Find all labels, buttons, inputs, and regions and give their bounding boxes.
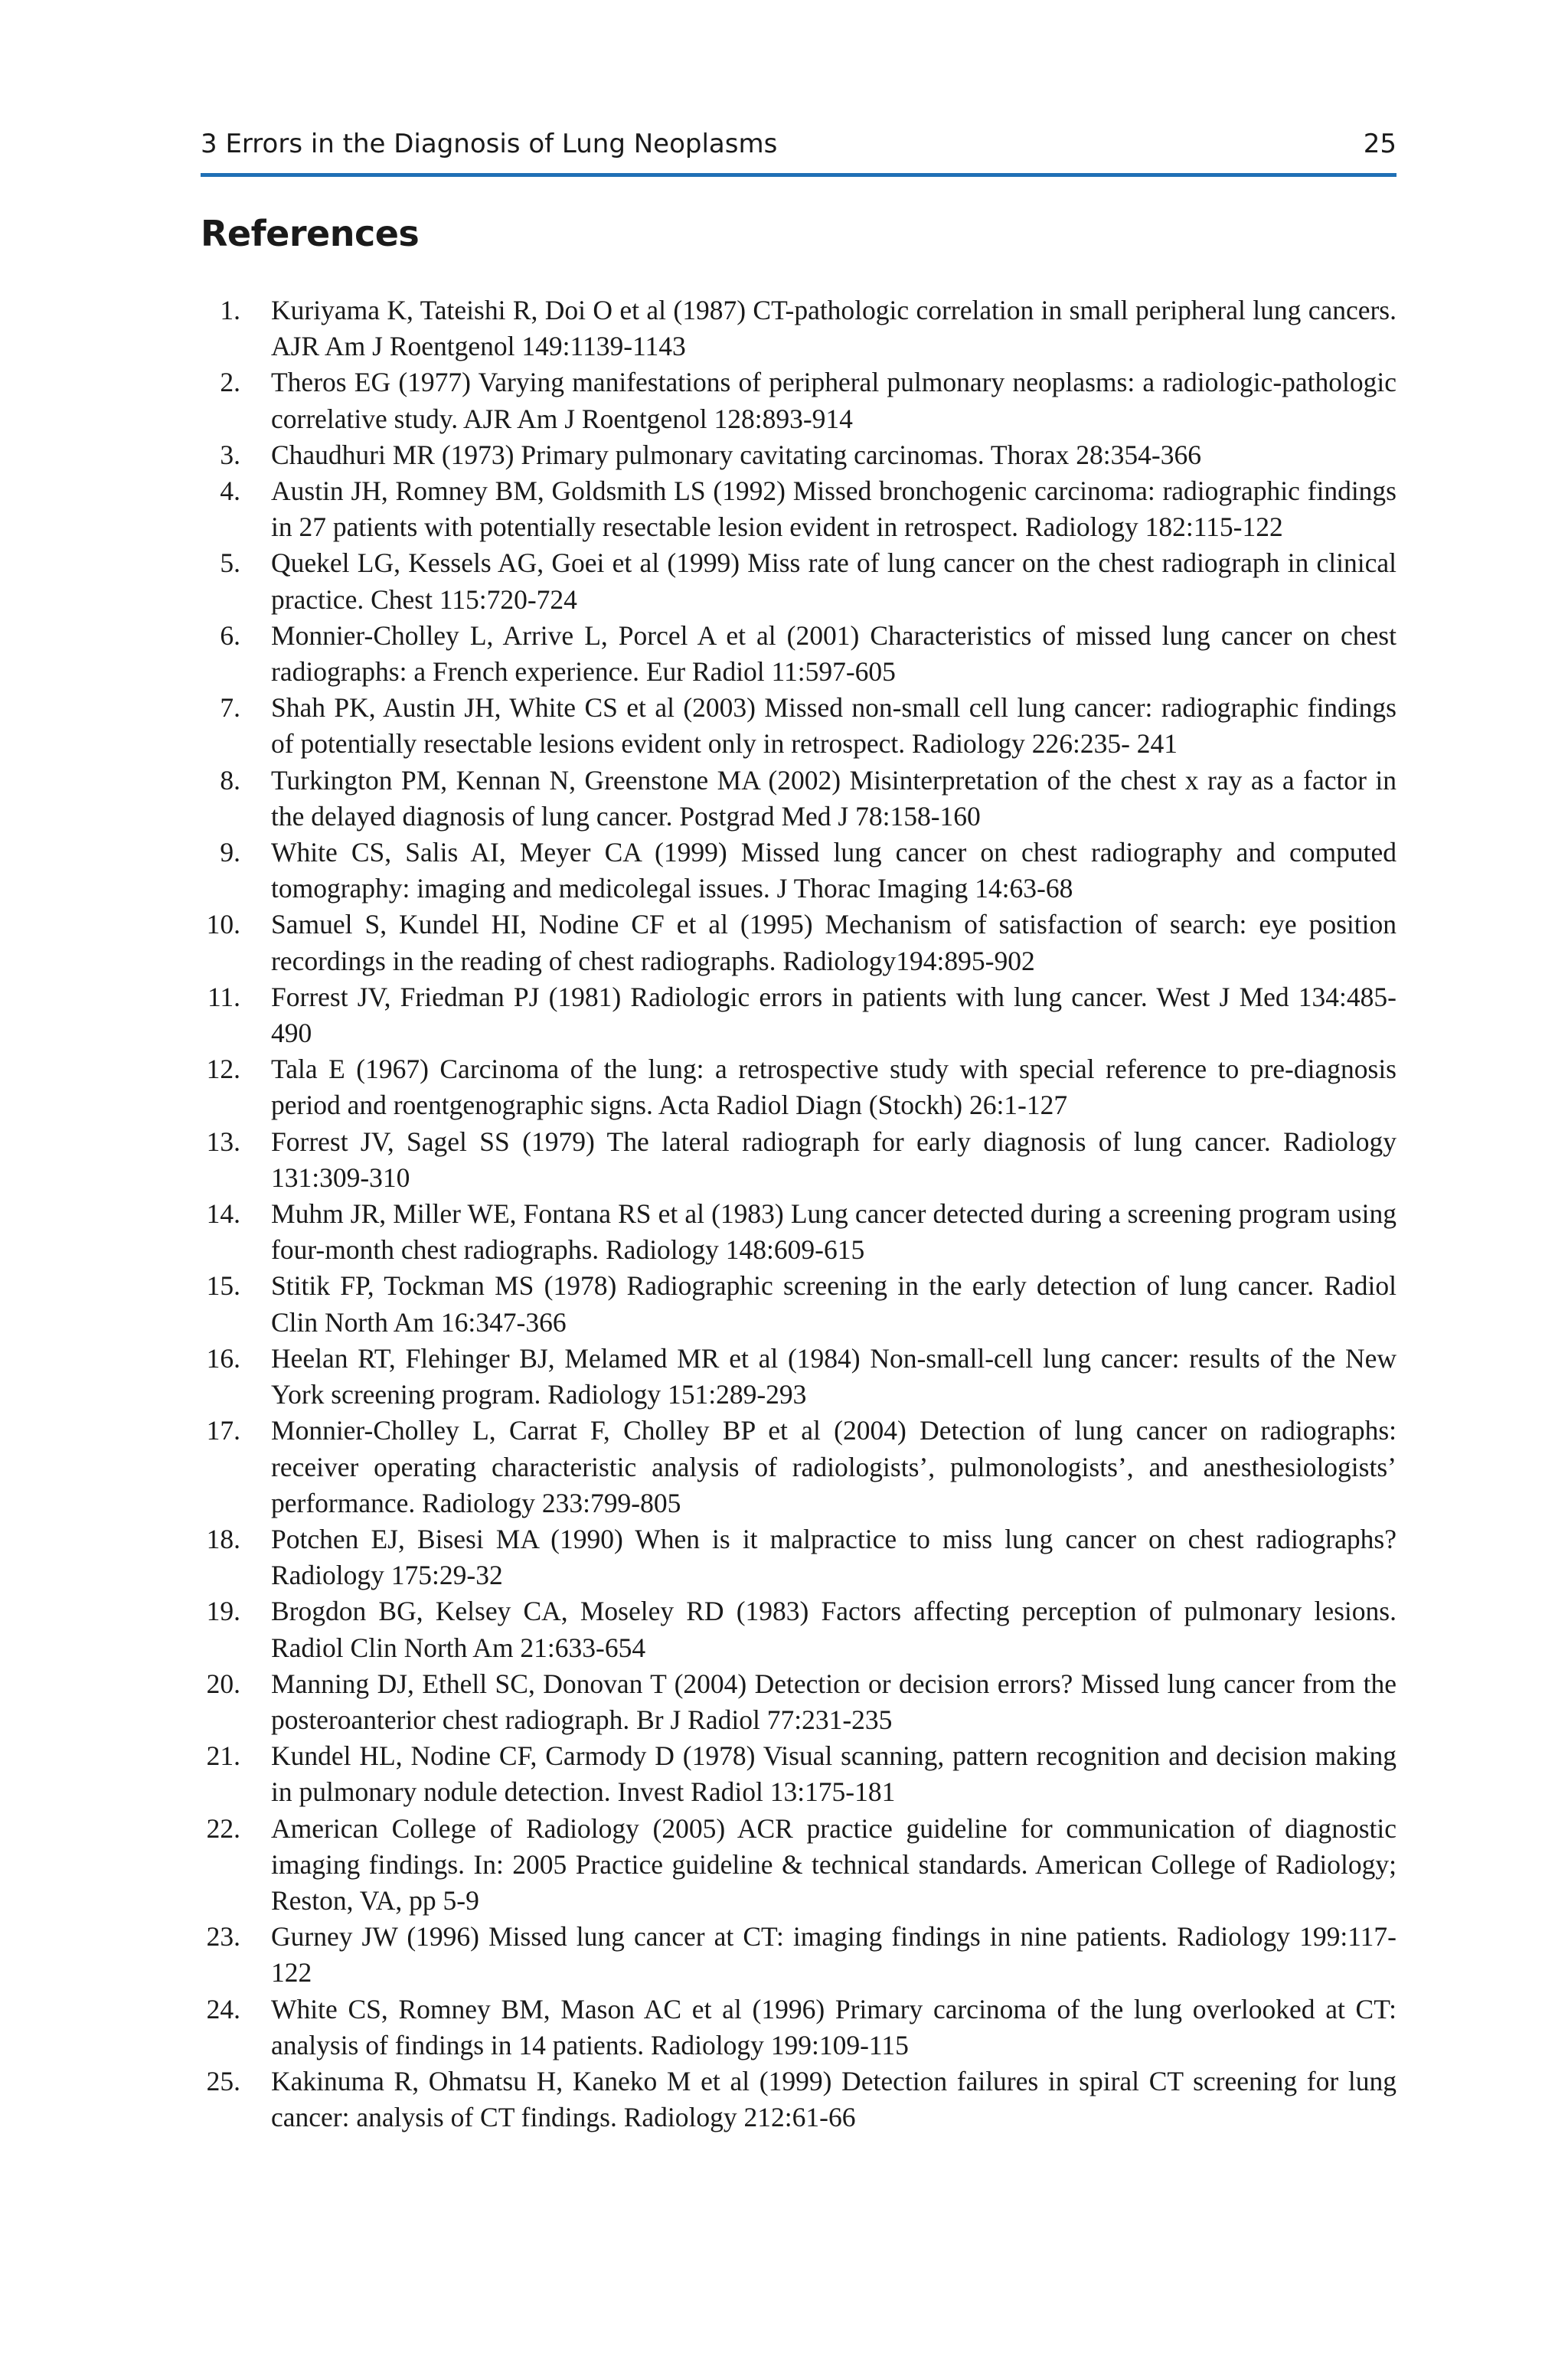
reference-text: Turkington PM, Kennan N, Greenstone MA (2002) Misinterpretation of the chest x ray as a factor in the delayed diagnosis of lung cancer. Postgrad Med J 78:158-160 xyxy=(271,764,1396,832)
reference-text: Kundel HL, Nodine CF, Carmody D (1978) Visual scanning, pattern recognition and decision making in pulmonary nodule detection. Invest Radiol 13:175-181 xyxy=(271,1740,1396,1808)
reference-number: 17. xyxy=(206,1415,240,1446)
reference-number: 24. xyxy=(206,1993,240,2024)
reference-item xyxy=(201,1738,1396,1810)
reference-text: Brogdon BG, Kelsey CA, Moseley RD (1983) Factors affecting perception of pulmonary lesions. Radiol Clin North Am 21:633-654 xyxy=(271,1596,1396,1663)
reference-text: Kakinuma R, Ohmatsu H, Kaneko M et al (1999) Detection failures in spiral CT screening for lung cancer: analysis of CT findings. Radiology 212:61-66 xyxy=(271,2065,1396,2133)
reference-number: 9. xyxy=(220,837,240,868)
reference-number: 3. xyxy=(220,439,240,470)
reference-number: 5. xyxy=(220,547,240,579)
reference-item xyxy=(201,1992,1396,2064)
reference-number: 2. xyxy=(220,367,240,398)
reference-number: 7. xyxy=(220,692,240,724)
reference-text: Chaudhuri MR (1973) Primary pulmonary cavitating carcinomas. Thorax 28:354-366 xyxy=(271,439,1201,470)
reference-text: White CS, Romney BM, Mason AC et al (1996) Primary carcinoma of the lung overlooked at CT: analysis of findings in 14 patients. Radiology 199:109-115 xyxy=(271,1993,1396,2060)
reference-number: 15. xyxy=(206,1270,240,1302)
reference-item xyxy=(201,437,1396,473)
reference-item xyxy=(201,1413,1396,1521)
running-header xyxy=(201,129,1396,177)
reference-number: 25. xyxy=(206,2065,240,2096)
reference-text: Stitik FP, Tockman MS (1978) Radiographic screening in the early detection of lung cancer. Radiol Clin North Am 16:347-366 xyxy=(271,1270,1396,1338)
reference-item xyxy=(201,1811,1396,1920)
reference-number: 16. xyxy=(206,1342,240,1374)
reference-number: 19. xyxy=(206,1596,240,1627)
reference-item xyxy=(201,1521,1396,1593)
reference-number: 6. xyxy=(220,619,240,651)
page-number: 25 xyxy=(1363,129,1396,159)
reference-text: Forrest JV, Sagel SS (1979) The lateral radiograph for early diagnosis of lung cancer. Radiology 131:309-310 xyxy=(271,1126,1396,1193)
reference-item xyxy=(201,979,1396,1051)
reference-item xyxy=(201,1919,1396,1991)
reference-item xyxy=(201,690,1396,762)
reference-number: 8. xyxy=(220,764,240,796)
reference-text: Quekel LG, Kessels AG, Goei et al (1999) Miss rate of lung cancer on the chest radiograph in clinical practice. Chest 115:720-724 xyxy=(271,547,1396,615)
chapter-title: 3 Errors in the Diagnosis of Lung Neoplasms xyxy=(201,129,778,159)
reference-text: Shah PK, Austin JH, White CS et al (2003) Missed non-small cell lung cancer: radiographic findings of potentially resectable lesions evident only in retrospect. Radiology 226:235- 241 xyxy=(271,692,1396,760)
reference-text: Heelan RT, Flehinger BJ, Melamed MR et al (1984) Non-small-cell lung cancer: results of the New York screening program. Radiology 151:289-293 xyxy=(271,1342,1396,1410)
reference-number: 12. xyxy=(206,1054,240,1085)
reference-number: 14. xyxy=(206,1198,240,1230)
reference-number: 10. xyxy=(206,909,240,940)
reference-text: Forrest JV, Friedman PJ (1981) Radiologic errors in patients with lung cancer. West J Med 134:485-490 xyxy=(271,981,1396,1049)
reference-text: Monnier-Cholley L, Carrat F, Cholley BP et al (2004) Detection of lung cancer on radiographs: receiver operating characteristic analysis of radiologists’, pulmonologists’, and anesthesiologists’ performance. Radiology 233:799-805 xyxy=(271,1415,1396,1518)
reference-number: 18. xyxy=(206,1523,240,1554)
reference-item xyxy=(201,1666,1396,1738)
reference-number: 11. xyxy=(207,981,240,1012)
reference-number: 4. xyxy=(220,475,240,507)
reference-text: Austin JH, Romney BM, Goldsmith LS (1992) Missed bronchogenic carcinoma: radiographic findings in 27 patients with potentially resectable lesion evident in retrospect. Radiology 182:115-122 xyxy=(271,475,1396,543)
reference-item xyxy=(201,1593,1396,1665)
reference-item xyxy=(201,1124,1396,1196)
reference-text: Kuriyama K, Tateishi R, Doi O et al (1987) CT-pathologic correlation in small peripheral lung cancers. AJR Am J Roentgenol 149:1139-1143 xyxy=(271,295,1396,362)
reference-text: Manning DJ, Ethell SC, Donovan T (2004) Detection or decision errors? Missed lung cancer from the posteroanterior chest radiograph. Br J Radiol 77:231-235 xyxy=(271,1668,1396,1735)
reference-item xyxy=(201,1341,1396,1413)
reference-item xyxy=(201,545,1396,617)
reference-number: 20. xyxy=(206,1668,240,1699)
reference-text: Gurney JW (1996) Missed lung cancer at CT: imaging findings in nine patients. Radiology 199:117-122 xyxy=(271,1921,1396,1988)
reference-text: Samuel S, Kundel HI, Nodine CF et al (1995) Mechanism of satisfaction of search: eye position recordings in the reading of chest radiographs. Radiology194:895-902 xyxy=(271,909,1396,976)
reference-item xyxy=(201,292,1396,364)
reference-text: American College of Radiology (2005) ACR practice guideline for communication of diagnostic imaging findings. In: 2005 Practice guideline & technical standards. American College of Radiology; Reston, VA, pp 5-9 xyxy=(271,1812,1396,1916)
reference-text: Theros EG (1977) Varying manifestations of peripheral pulmonary neoplasms: a radiologic-pathologic correlative study. AJR Am J Roentgenol 128:893-914 xyxy=(271,367,1396,434)
reference-item xyxy=(201,364,1396,436)
reference-number: 23. xyxy=(206,1921,240,1953)
reference-item xyxy=(201,763,1396,835)
reference-number: 13. xyxy=(206,1126,240,1157)
reference-number: 1. xyxy=(220,295,240,325)
reference-number: 21. xyxy=(206,1740,240,1772)
reference-text: Monnier-Cholley L, Arrive L, Porcel A et al (2001) Characteristics of missed lung cancer on chest radiographs: a French experience. Eur Radiol 11:597-605 xyxy=(271,619,1396,688)
reference-list xyxy=(201,292,1396,2136)
reference-number: 22. xyxy=(206,1812,240,1844)
reference-text: Tala E (1967) Carcinoma of the lung: a retrospective study with special reference to pre-diagnosis period and roentgenographic signs. Acta Radiol Diagn (Stockh) 26:1-127 xyxy=(271,1054,1396,1121)
reference-item xyxy=(201,1051,1396,1123)
reference-item xyxy=(201,1196,1396,1268)
reference-item xyxy=(201,473,1396,545)
reference-item xyxy=(201,835,1396,907)
reference-item xyxy=(201,907,1396,979)
reference-item xyxy=(201,618,1396,690)
reference-text: White CS, Salis AI, Meyer CA (1999) Missed lung cancer on chest radiography and computed tomography: imaging and medicolegal issues. J Thorac Imaging 14:63-68 xyxy=(271,837,1396,904)
reference-item xyxy=(201,2064,1396,2136)
reference-item xyxy=(201,1268,1396,1340)
section-heading: References xyxy=(201,213,420,254)
reference-text: Potchen EJ, Bisesi MA (1990) When is it malpractice to miss lung cancer on chest radiographs? Radiology 175:29-32 xyxy=(271,1523,1396,1591)
reference-text: Muhm JR, Miller WE, Fontana RS et al (1983) Lung cancer detected during a screening program using four-month chest radiographs. Radiology 148:609-615 xyxy=(271,1198,1396,1266)
